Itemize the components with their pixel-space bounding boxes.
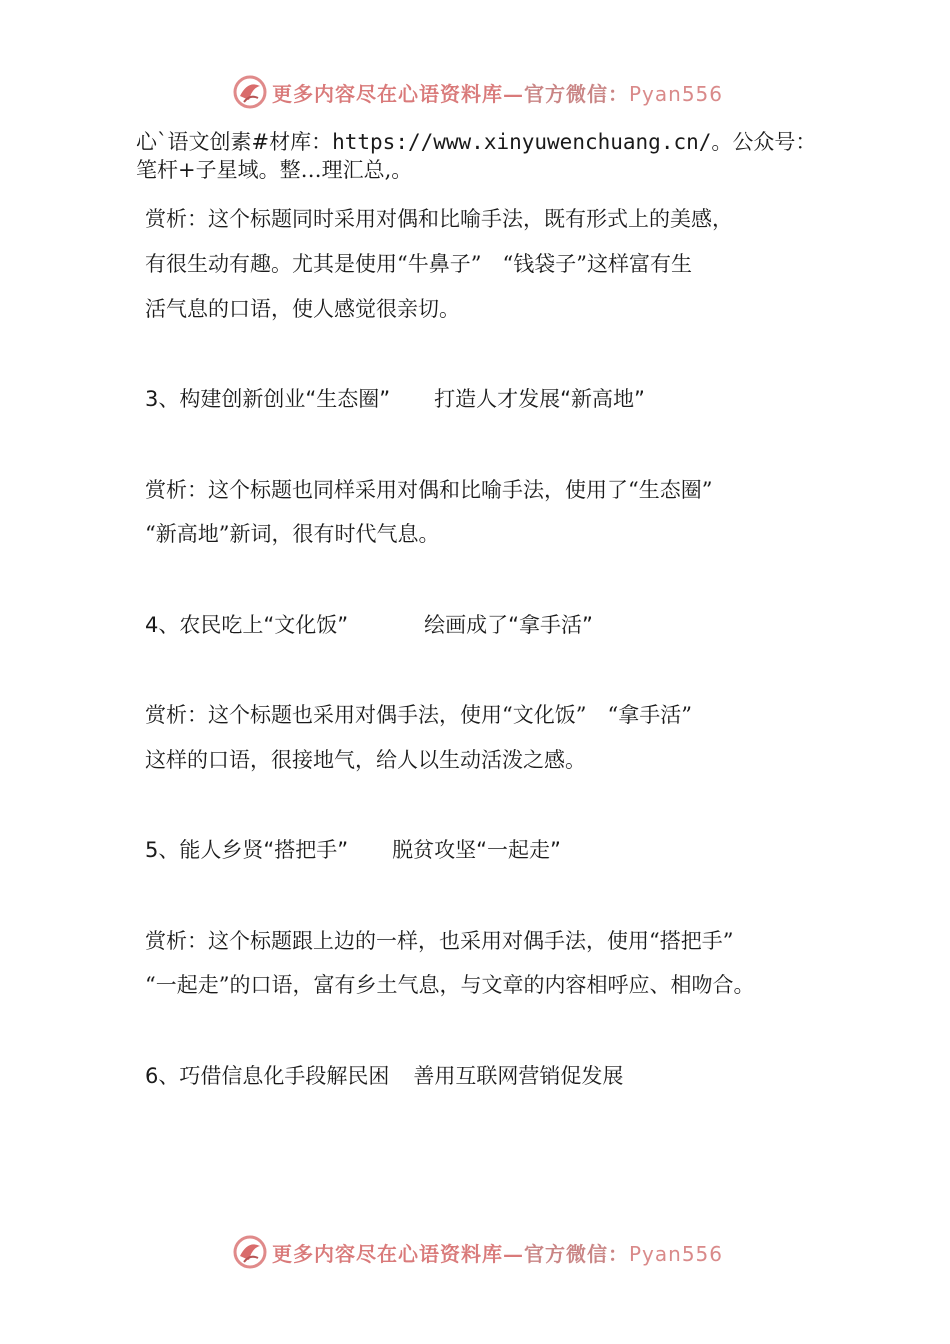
analysis-line: 这样的口语，很接地气，给人以生动活泼之感。 [145, 748, 586, 772]
analysis-line: 活气息的口语，使人感觉很亲切。 [145, 297, 460, 321]
source-line-2: 笔杆+子星域。整…理汇总,。 [136, 158, 413, 182]
title-part-a: 能人乡贤“搭把手” [179, 838, 349, 862]
analysis-line: 赏析：这个标题同时采用对偶和比喻手法，既有形式上的美感， [145, 207, 733, 231]
source-url: https://www.xinyuwenchuang.cn/ [332, 130, 712, 154]
analysis-line: 有很生动有趣。尤其是使用“牛鼻子” “钱袋子”这样富有生 [145, 252, 692, 276]
banner-text: 更多内容尽在心语资料库—官方微信：Pyan556 [272, 82, 724, 106]
source-line-1: 心`语文创素#材库：https://www.xinyuwenchuang.cn/。公众号： [136, 130, 817, 154]
title-part-b: 脱贫攻坚“一起走” [392, 838, 561, 862]
title-part-b: 打造人才发展“新高地” [434, 387, 645, 411]
analysis-line: 赏析：这个标题也采用对偶手法，使用“文化饭” “拿手活” [145, 703, 692, 727]
title-number: 5、 [145, 838, 180, 862]
logo-icon [232, 74, 268, 110]
logo-icon [232, 1234, 268, 1270]
title-number: 6、 [145, 1064, 180, 1088]
title-item-3 [145, 385, 645, 413]
title-part-a: 巧借信息化手段解民困 [179, 1064, 390, 1088]
title-item-5 [145, 836, 561, 864]
title-number: 4、 [145, 613, 180, 637]
title-number: 3、 [145, 387, 180, 411]
analysis-line: “一起走”的口语，富有乡土气息，与文章的内容相呼应、相吻合。 [145, 973, 755, 997]
title-part-b: 绘画成了“拿手活” [424, 613, 593, 637]
header-banner [0, 70, 950, 114]
analysis-line: 赏析：这个标题跟上边的一样，也采用对偶手法，使用“搭把手” [145, 929, 734, 953]
title-part-a: 农民吃上“文化饭” [179, 613, 349, 637]
footer-banner [0, 1230, 950, 1274]
analysis-line: “新高地”新词，很有时代气息。 [145, 522, 440, 546]
title-part-a: 构建创新创业“生态圈” [179, 387, 391, 411]
title-item-6 [145, 1062, 623, 1090]
title-part-b: 善用互联网营销促发展 [413, 1064, 624, 1088]
banner-text: 更多内容尽在心语资料库—官方微信：Pyan556 [272, 1242, 724, 1266]
title-item-4 [145, 611, 593, 639]
analysis-line: 赏析：这个标题也同样采用对偶和比喻手法，使用了“生态圈” [145, 478, 713, 502]
